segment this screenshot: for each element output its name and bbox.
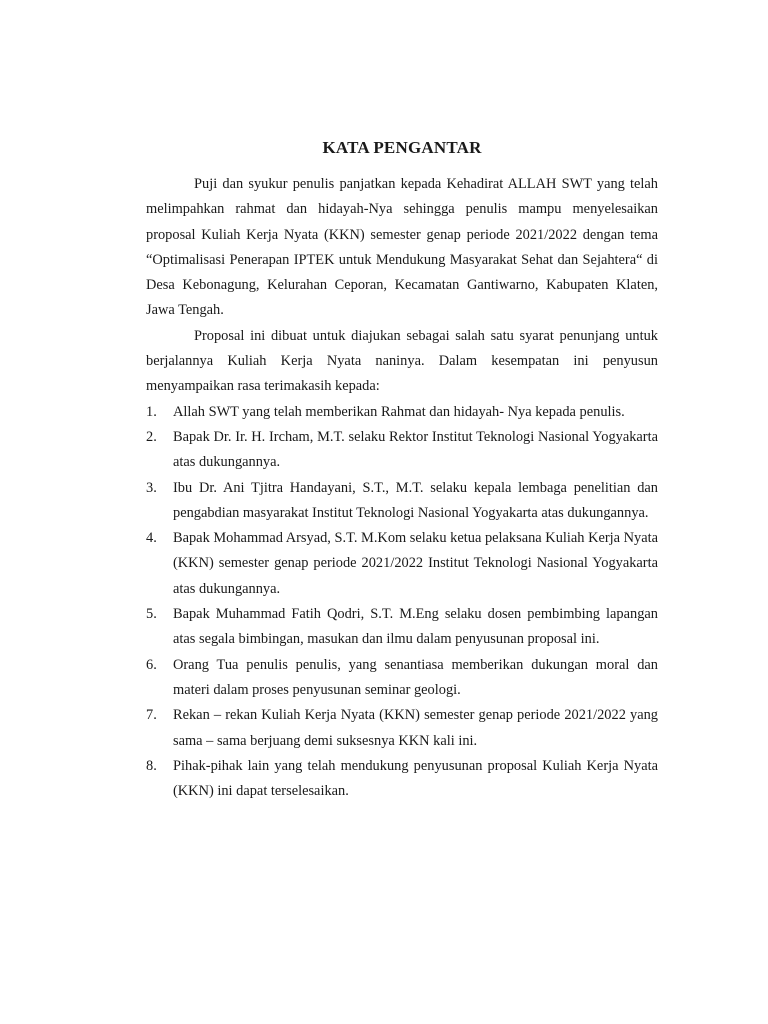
list-item-text: Pihak-pihak lain yang telah mendukung penyusunan proposal Kuliah Kerja Nyata (KKN) ini dapat terselesaikan.: [173, 757, 658, 800]
list-item-text: Allah SWT yang telah memberikan Rahmat dan hidayah- Nya kepada penulis.: [173, 403, 625, 420]
list-item: [146, 526, 658, 602]
intro-paragraph: Puji dan syukur penulis panjatkan kepada Kehadirat ALLAH SWT yang telah melimpahkan rahmat dan hidayah-Nya sehingga penulis mampu menyelesaikan proposal Kuliah Kerja Nyata (KKN) semester genap periode 2021/2022 dengan tema “Optimalisasi Penerapan IPTEK untuk Mendukung Masyarakat Sehat dan Sejahtera“ di Desa Kebonagung, Kelurahan Ceporan, Kecamatan Gantiwarno, Kabupaten Klaten, Jawa Tengah.: [146, 176, 658, 319]
list-item: [146, 400, 658, 425]
list-item: [146, 602, 658, 653]
acknowledgement-list: [146, 400, 658, 805]
list-item-number: 8.: [146, 757, 157, 774]
list-item-number: 4.: [146, 530, 157, 547]
list-item-number: 5.: [146, 606, 157, 623]
list-item: [146, 476, 658, 527]
list-item: [146, 425, 658, 476]
list-item-text: Bapak Dr. Ir. H. Ircham, M.T. selaku Rektor Institut Teknologi Nasional Yogyakarta atas dukungannya.: [173, 428, 658, 471]
page-title: KATA PENGANTAR: [322, 138, 482, 157]
list-item-number: 1.: [146, 403, 157, 420]
list-item-text: Rekan – rekan Kuliah Kerja Nyata (KKN) semester genap periode 2021/2022 yang sama – sama berjuang demi suksesnya KKN kali ini.: [173, 707, 658, 749]
list-item-text: Orang Tua penulis penulis, yang senantiasa memberikan dukungan moral dan materi dalam proses penyusunan seminar geologi.: [173, 656, 658, 698]
list-item: [146, 653, 658, 704]
list-item-number: 7.: [146, 707, 157, 724]
list-item-text: Bapak Mohammad Arsyad, S.T. M.Kom selaku ketua pelaksana Kuliah Kerja Nyata (KKN) semester genap periode 2021/2022 Institut Teknologi Nasional Yogyakarta atas dukungannya.: [173, 530, 658, 597]
list-item-text: Ibu Dr. Ani Tjitra Handayani, S.T., M.T. selaku kepala lembaga penelitian dan pengabdian masyarakat Institut Teknologi Nasional Yogyakarta atas dukungannya.: [173, 479, 658, 521]
list-item: [146, 703, 658, 754]
list-item-text: Bapak Muhammad Fatih Qodri, S.T. M.Eng selaku dosen pembimbing lapangan atas segala bimbingan, masukan dan ilmu dalam penyusunan proposal ini.: [173, 606, 658, 648]
list-item-number: 2.: [146, 428, 157, 445]
document-page: [146, 136, 658, 804]
list-item-number: 6.: [146, 656, 157, 673]
list-item: [146, 754, 658, 805]
purpose-paragraph: Proposal ini dibuat untuk diajukan sebagai salah satu syarat penunjang untuk berjalannya Kuliah Kerja Nyata naninya. Dalam kesempatan ini penyusun menyampaikan rasa terimakasih kepada:: [146, 327, 658, 395]
list-item-number: 3.: [146, 479, 157, 496]
